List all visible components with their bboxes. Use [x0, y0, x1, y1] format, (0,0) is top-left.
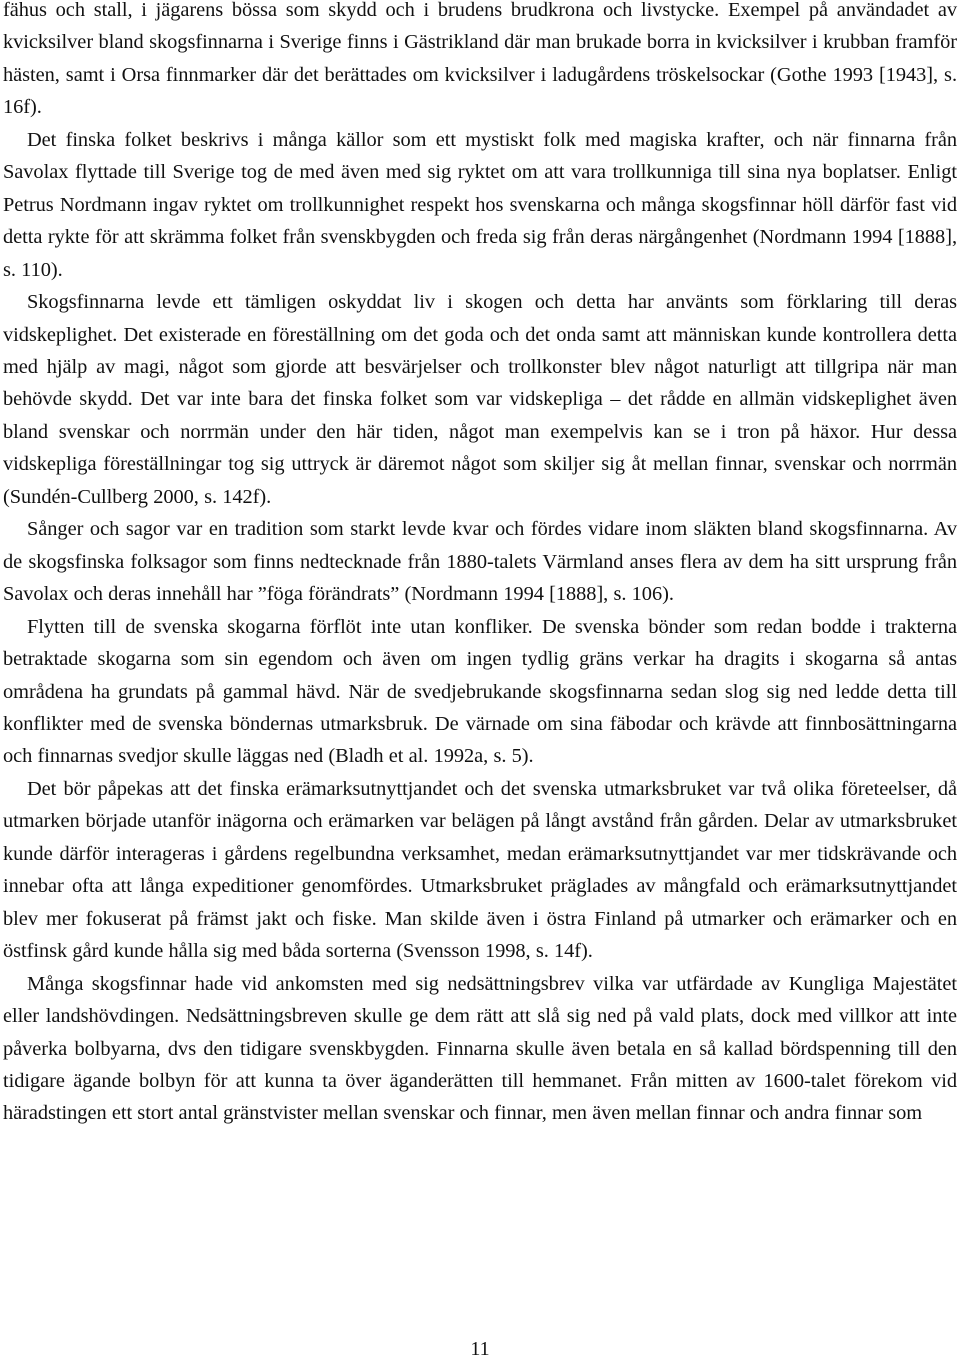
- paragraph-wilderness-use: Det bör påpekas att det finska erämarksutnyttjandet och det svenska utmarksbruket var två olika företeelser, då utmarken började utanför inägorna och erämarken var belägen på långt avstånd från gården. Delar av utmarksbruket kunde därför interageras i gårdens regelbundna verksamhet, medan erämarksutnyttjandet var mer tidskrävande och innebar ofta att långa expeditioner genomfördes. Utmarksbruket präglades av mångfald och erämarksutnyttjandet blev mer fokuserat på främst jakt och fiske. Man skilde även i östra Finland på utmarker och erämarker och en östfinsk gård kunde hålla sig med båda sorterna (Svensson 1998, s. 14f).: [3, 777, 957, 963]
- paragraph-move-conflicts: Flytten till de svenska skogarna förflöt inte utan konfliker. De svenska bönder som redan bodde i trakterna betraktade skogarna som sin egendom och även om ingen tydlig gräns verkar ha dragits i skogarna så antas områdena ha grundats på gammal hävd. När de svedjebrukande skogsfinnarna sedan slog sig ned ledde detta till konflikter med de svenska böndernas utmarksbruk. De värnade om sina fäbodar och krävde att finnbosättningarna och finnarnas svedjor skulle läggas ned (Bladh et al. 1992a, s. 5).: [3, 615, 957, 768]
- paragraph-songs-and-tales: Sånger och sagor var en tradition som starkt levde kvar och fördes vidare inom släkten bland skogsfinnarna. Av de skogsfinska folksagor som finns nedtecknade från 1880-talets Värmland anses flera av dem ha sitt ursprung från Savolax och deras innehåll har ”föga förändrats” (Nordmann 1994 [1888], s. 106).: [3, 518, 957, 606]
- paragraph-superstition: Skogsfinnarna levde ett tämligen oskyddat liv i skogen och detta har använts som förklaring till deras vidskeplighet. Det existerade en föreställning om det goda och det onda samt att människan kunde kontrollera detta med hjälp av magi, något som gjorde att besvärjelser och trollkonster blev något naturligt att tillgripa när man behövde skydd. Det var inte bara det finska folket som var vidskepliga – det rådde en allmän vidskeplighet även bland svenskar och norrmän under den här tiden, något man exempelvis kan se i tron på häxor. Hur dessa vidskepliga föreställningar tog sig uttryck är däremot något som skiljer sig åt mellan finnar, svenskar och norrmän (Sundén-Cullberg 2000, s. 142f).: [3, 291, 957, 508]
- paragraph-settlement-letters: Många skogsfinnar hade vid ankomsten med sig nedsättningsbrev vilka var utfärdade av Kungliga Majestätet eller landshövdingen. Nedsättningsbreven skulle ge dem rätt att slå sig ned på vald plats, dock med villkor att inte påverka bolbyarna, dvs den tidigare svenskbygden. Finnarna skulle även betala en så kallad bördspenning till den tidigare ägande bolbyn för att kunna ta över äganderätten till hemmanet. Från mitten av 1600-talet förekom vid häradstingen ett stort antal gränstvister mellan svenskar och finnar, men även mellan finnar och andra finnar som: [3, 972, 957, 1125]
- paragraph-finnish-people: Det finska folket beskrivs i många källor som ett mystiskt folk med magiska krafter, och när finnarna från Savolax flyttade till Sverige tog de med även med sig ryktet om att vara trollkunniga till sina nya boplatser. Enligt Petrus Nordmann ingav ryktet om trollkunnighet respekt hos svenskarna och många skogsfinnar höll därför fast vid detta rykte för att skrämma folket från svenskbygden och freda sig från deras närgångenhet (Nordmann 1994 [1888], s. 110).: [3, 128, 957, 281]
- document-page: [3, 0, 957, 1130]
- paragraph-continued: fähus och stall, i jägarens bössa som skydd och i brudens brudkrona och livstycke. Exempel på användadet av kvicksilver bland skogsfinnarna i Sverige finns i Gästrikland där man brukade borra in kvicksilver i krubban framför hästen, samt i Orsa finnmarker där det berättades om kvicksilver i ladugårdens tröskelsockar (Gothe 1993 [1943], s. 16f).: [3, 0, 957, 119]
- page-number: 11: [470, 1338, 490, 1360]
